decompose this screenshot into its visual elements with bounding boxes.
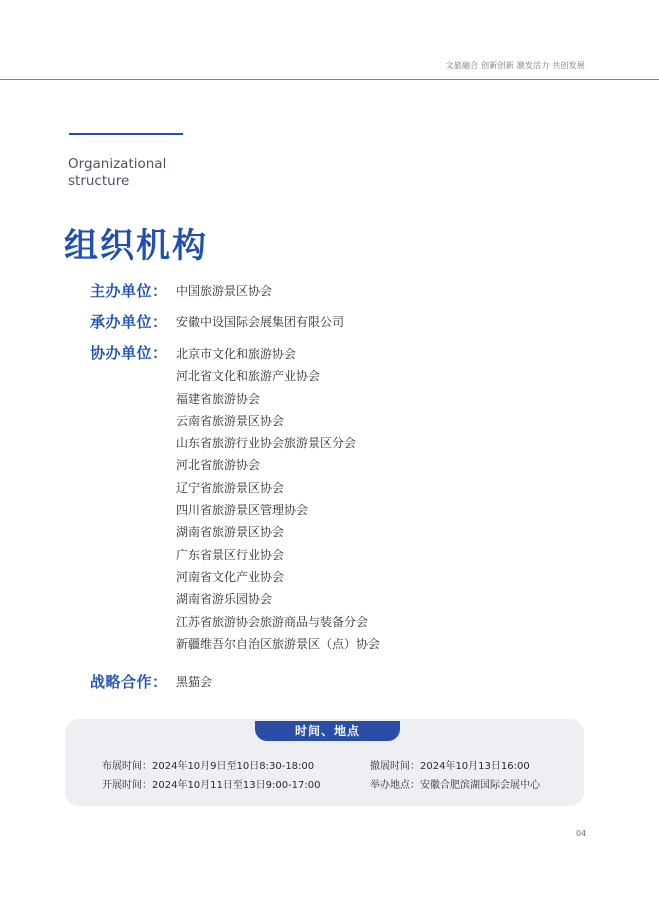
- english-subtitle-line-1: Organizational: [68, 156, 167, 172]
- list-item: 湖南省旅游景区协会: [176, 525, 285, 540]
- undertaker-value: 安徽中设国际会展集团有限公司: [176, 315, 345, 329]
- list-item: 云南省旅游景区协会: [176, 413, 285, 428]
- list-item: 河北省文化和旅游产业协会: [176, 369, 321, 384]
- list-item: 江苏省旅游协会旅游商品与装备分会: [176, 614, 369, 629]
- header-tagline: 文旅融合 创新创新 激发活力 共创发展: [445, 61, 585, 70]
- host-label: 主办单位：: [90, 282, 168, 300]
- page-title: 组织机构: [64, 226, 208, 266]
- strategic-value: 黑猫会: [176, 675, 213, 689]
- list-item: 湖南省游乐园协会: [176, 592, 273, 607]
- list-item: 新疆维吾尔自治区旅游景区（点）协会: [176, 636, 381, 651]
- host-value: 中国旅游景区协会: [176, 284, 273, 298]
- venue: 举办地点：安徽合肥滨湖国际会展中心: [370, 780, 540, 791]
- list-item: 辽宁省旅游景区协会: [176, 480, 285, 495]
- list-item: 四川省旅游景区管理协会: [176, 503, 309, 518]
- co-organizer-label: 协办单位：: [90, 344, 168, 362]
- list-item: 福建省旅游协会: [176, 391, 261, 406]
- english-subtitle: [68, 156, 166, 190]
- header-divider: [0, 79, 659, 80]
- co-organizer-list: [176, 343, 380, 655]
- section-accent-bar: [69, 133, 183, 135]
- page-number: 04: [576, 829, 587, 838]
- strategic-label: 战略合作：: [90, 673, 168, 691]
- setup-time: 布展时间：2024年10月9日至10日8:30-18:00: [102, 761, 315, 772]
- list-item: 河南省文化产业协会: [176, 569, 285, 584]
- list-item: 山东省旅游行业协会旅游景区分会: [176, 436, 357, 451]
- english-subtitle-line-2: structure: [68, 173, 130, 189]
- list-item: 广东省景区行业协会: [176, 547, 285, 562]
- open-time: 开展时间：2024年10月11日至13日9:00-17:00: [102, 780, 321, 791]
- undertaker-label: 承办单位：: [90, 313, 168, 331]
- list-item: 北京市文化和旅游协会: [176, 347, 297, 361]
- teardown-time: 撤展时间：2024年10月13日16:00: [370, 761, 530, 772]
- list-item: 河北省旅游协会: [176, 458, 261, 473]
- time-venue-tab: 时间、地点: [255, 721, 400, 741]
